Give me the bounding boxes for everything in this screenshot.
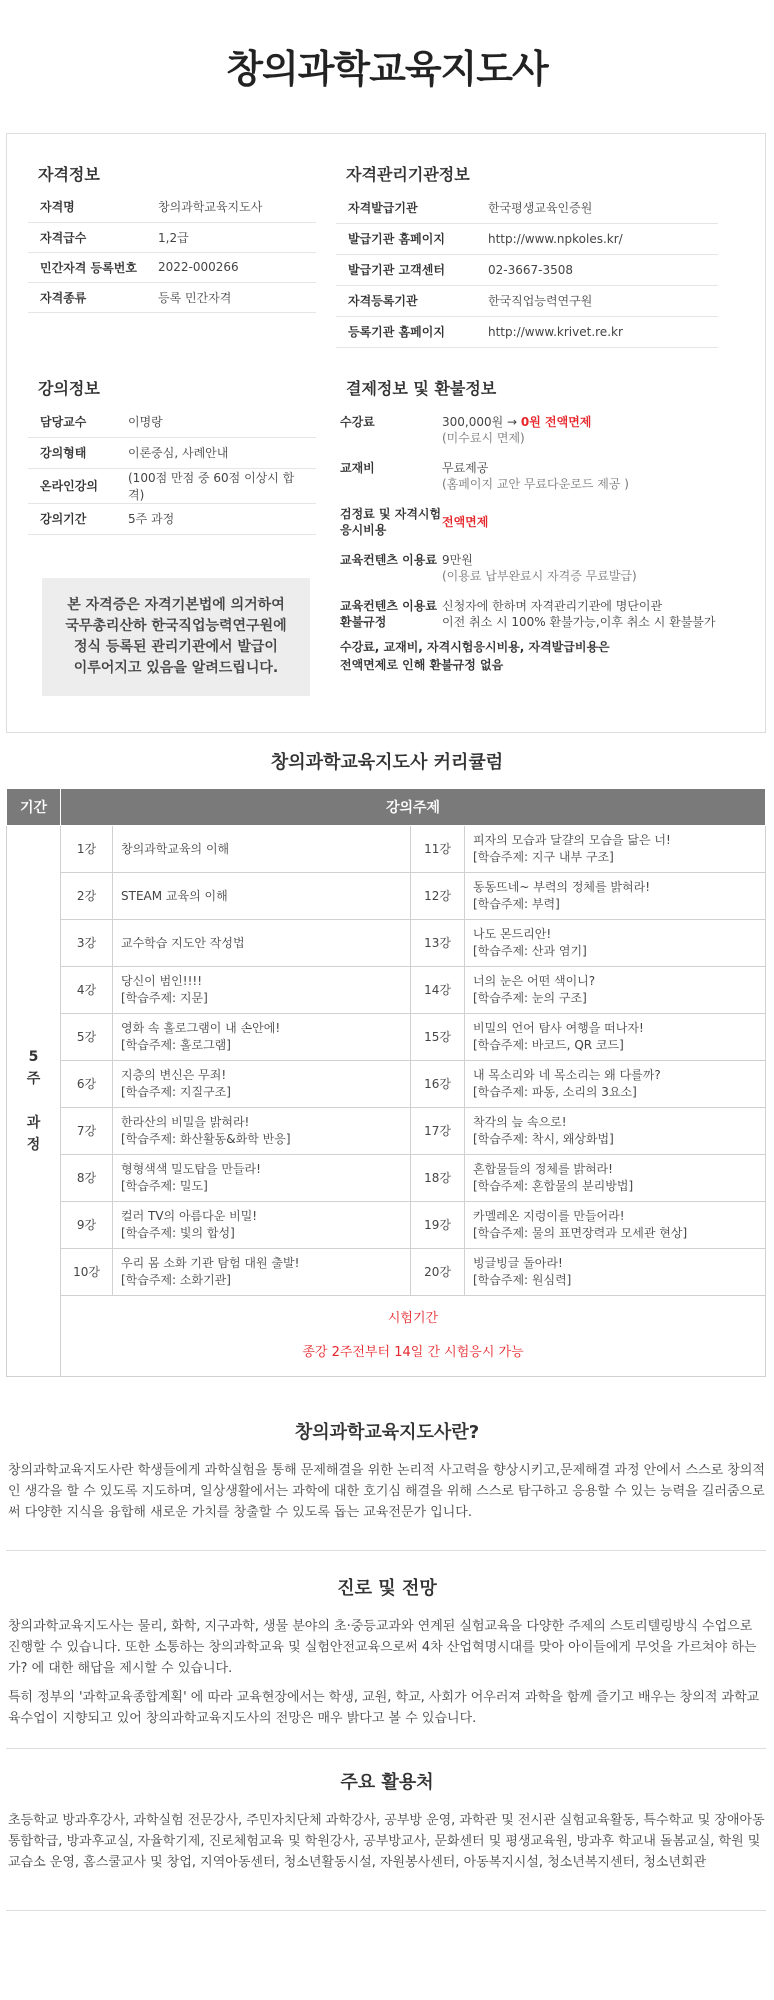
lecture-topic: 내 목소리와 네 목소리는 왜 다를까? [학습주제: 파동, 소리의 3요소]	[465, 1061, 766, 1108]
qual-value: 등록 민간자격	[158, 290, 232, 305]
table-row	[7, 873, 766, 920]
period-header: 기간	[7, 789, 61, 826]
table-row	[336, 316, 718, 347]
qual-value: 1,2급	[158, 230, 189, 245]
usage-text: 초등학교 방과후강사, 과학실험 전문강사, 주민자치단체 과학강사, 공부방 운영, 과학관 및 전시관 실험교육활동, 특수학교 및 장애아동통합학급, 방과후교실, 자율학기제, 진로체험교육 및 학원강사, 공부방교사, 문화센터 및 평생교육원, 방과후 학교내 돌봄교실, 학원 및 교습소 운영, 홈스쿨교사 및 창업, 지역아동센터, 청소년활동시설, 자원봉사센터, 아동복지시설, 청소년복지센터, 청소년회관	[8, 1813, 765, 1870]
lecture-topic: 비밀의 언어 탐사 여행을 떠나자! [학습주제: 바코드, QR 코드]	[465, 1014, 766, 1061]
topic-header: 강의주제	[61, 789, 766, 826]
homepage-link[interactable]: http://www.npkoles.kr/	[488, 231, 623, 246]
career-text: 특히 정부의 '과학교육종합계획' 에 따라 교육현장에서는 학생, 교원, 학교, 사회가 어우러져 과학을 함께 즐기고 배우는 창의적 과학교육수업이 지향되고 있어 창의과학교육지도사의 전망은 매우 밝다고 볼 수 있습니다.	[8, 1690, 760, 1726]
org-key: 자격등록기관	[348, 294, 418, 308]
lecture-topic: 지층의 변신은 무죄! [학습주제: 지질구조]	[113, 1061, 411, 1108]
table-row	[28, 406, 316, 437]
qual-heading: 자격정보	[38, 165, 100, 184]
payment-key: 교육컨텐츠 이용료 환불규정	[340, 599, 437, 629]
lecture-topic: 컬러 TV의 아름다운 비밀! [학습주제: 빛의 합성]	[113, 1202, 411, 1249]
lecture-value: 5주 과정	[128, 512, 175, 526]
lecture-topic: 교수학습 지도안 작성법	[113, 920, 411, 967]
exam-title: 시험기간	[387, 1311, 439, 1326]
lecture-number: 4강	[61, 967, 113, 1014]
lecture-number: 12강	[411, 873, 465, 920]
qual-key: 자격급수	[40, 230, 87, 245]
lecture-key: 강의형태	[40, 446, 87, 460]
lecture-number: 19강	[411, 1202, 465, 1249]
exam-free-label: 전액면제	[442, 515, 489, 529]
lecture-topic: STEAM 교육의 이해	[113, 873, 411, 920]
org-key: 자격발급기관	[348, 200, 418, 215]
lecture-value: 이명랑	[128, 414, 163, 429]
payment-sub: (홈페이지 교안 무료다운로드 제공 )	[442, 477, 629, 491]
lecture-heading: 강의정보	[38, 379, 100, 398]
lecture-topic: 한라산의 비밀을 밝혀라! [학습주제: 화산활동&화학 반응]	[113, 1108, 411, 1155]
lecture-number: 3강	[61, 920, 113, 967]
table-row	[7, 1061, 766, 1108]
payment-sub: (미수료시 면제)	[442, 431, 525, 445]
qual-key: 자격종류	[40, 290, 87, 305]
org-value: 한국평생교육인증원	[488, 200, 593, 215]
notice-line: 이루어지고 있음을 알려드립니다.	[73, 660, 279, 676]
list-item	[332, 546, 732, 592]
career-section	[0, 1574, 774, 1737]
qual-key: 민간자격 등록번호	[40, 260, 137, 275]
about-section	[0, 1418, 774, 1531]
lecture-topic: 빙글빙글 돌아라! [학습주제: 원심력]	[465, 1249, 766, 1296]
table-row	[28, 503, 316, 534]
payment-key: 검정료 및 자격시험 응시비용	[340, 507, 442, 537]
lecture-number: 7강	[61, 1108, 113, 1155]
lecture-number: 1강	[61, 826, 113, 873]
career-title: 진로 및 전망	[337, 1578, 437, 1599]
table-row	[7, 1155, 766, 1202]
list-item	[332, 454, 732, 500]
qual-value: 창의과학교육지도사	[158, 200, 263, 215]
usage-section	[0, 1768, 774, 1881]
table-row	[336, 192, 718, 223]
lecture-number: 20강	[411, 1249, 465, 1296]
payment-list	[332, 408, 732, 674]
org-heading: 자격관리기관정보	[346, 165, 470, 184]
lecture-value: 이론중심, 사례안내	[128, 446, 229, 460]
exam-row	[7, 1296, 766, 1377]
table-row	[336, 223, 718, 254]
table-row	[7, 1202, 766, 1249]
table-row	[28, 252, 316, 282]
lecture-number: 8강	[61, 1155, 113, 1202]
lecture-key: 담당교수	[40, 414, 87, 429]
lecture-topic: 나도 몬드리안! [학습주제: 산과 염기]	[465, 920, 766, 967]
qual-value: 2022-000266	[158, 260, 239, 274]
list-item	[332, 592, 732, 638]
payment-value: 9만원	[442, 553, 473, 567]
lecture-number: 11강	[411, 826, 465, 873]
lecture-number: 14강	[411, 967, 465, 1014]
lecture-number: 9강	[61, 1202, 113, 1249]
lecture-topic: 동동뜨네~ 부력의 정체를 밝혀라! [학습주제: 부력]	[465, 873, 766, 920]
payment-key: 교재비	[340, 461, 375, 475]
org-value: 한국직업능력연구원	[488, 294, 593, 308]
lecture-table	[28, 406, 316, 535]
lecture-number: 18강	[411, 1155, 465, 1202]
lecture-number: 16강	[411, 1061, 465, 1108]
qual-key: 자격명	[40, 200, 75, 215]
lecture-number: 17강	[411, 1108, 465, 1155]
org-value: 02-3667-3508	[488, 262, 574, 277]
lecture-number: 6강	[61, 1061, 113, 1108]
lecture-topic: 착각의 늪 속으로! [학습주제: 착시, 왜상화법]	[465, 1108, 766, 1155]
divider	[6, 1550, 766, 1551]
payment-heading: 결제정보 및 환불정보	[346, 379, 497, 398]
lecture-value: (100점 만점 중 60점 이상시 합격)	[128, 470, 295, 502]
lecture-topic: 우리 몸 소화 기관 탐험 대원 출발! [학습주제: 소화기관]	[113, 1249, 411, 1296]
table-row	[7, 1108, 766, 1155]
lecture-key: 강의기간	[40, 512, 87, 526]
notice-line: 정식 등록된 관리기관에서 발급이	[74, 639, 278, 655]
payment-value: 300,000원 →	[442, 415, 521, 429]
lecture-topic: 창의과학교육의 이해	[113, 826, 411, 873]
homepage-link[interactable]: http://www.krivet.re.kr	[488, 324, 623, 339]
exam-period-cell	[61, 1296, 766, 1377]
table-row	[7, 1014, 766, 1061]
table-row	[28, 192, 316, 222]
table-row	[28, 282, 316, 312]
lecture-number: 2강	[61, 873, 113, 920]
lecture-topic: 피자의 모습과 달걀의 모습을 닮은 너! [학습주제: 지구 내부 구조]	[465, 826, 766, 873]
lecture-topic: 영화 속 홀로그램이 내 손안에! [학습주제: 홀로그램]	[113, 1014, 411, 1061]
lecture-topic: 형형색색 밀도탑을 만들라! [학습주제: 밀도]	[113, 1155, 411, 1202]
page-title: 창의과학교육지도사	[226, 47, 548, 91]
about-title: 창의과학교육지도사란?	[294, 1422, 480, 1443]
lecture-key: 온라인강의	[40, 479, 98, 493]
table-row	[7, 967, 766, 1014]
curriculum-table	[6, 788, 766, 1377]
payment-key: 교육컨텐츠 이용료	[340, 553, 437, 567]
tuition-free-label: 0원 전액면제	[520, 415, 592, 429]
career-text: 창의과학교육지도사는 물리, 화학, 지구과학, 생물 분야의 초·중등교과와 연계된 실험교육을 다양한 주제의 스토리텔링방식 수업으로 진행할 수 있습니다. 또한 소통하는 창의과학교육 및 실험안전교육으로써 4차 산업혁명시대를 맞아 아이들에게 무엇을 가르쳐야 하는가? 에 대한 해답을 제시할 수 있습니다.	[8, 1619, 757, 1676]
payment-sub: (이용료 납부완료시 자격증 무료발급)	[442, 569, 637, 583]
exam-desc: 종강 2주전부터 14일 간 시험응시 가능	[302, 1345, 524, 1360]
table-row	[28, 222, 316, 252]
usage-title: 주요 활용처	[340, 1772, 434, 1793]
org-key: 발급기관 홈페이지	[348, 232, 445, 246]
lecture-number: 13강	[411, 920, 465, 967]
table-row	[7, 1249, 766, 1296]
period-cell: 5 주 과 정	[7, 826, 61, 1377]
notice-line: 본 자격증은 자격기본법에 의거하여	[67, 597, 285, 613]
lecture-topic: 카멜레온 지렁이를 만들어라! [학습주제: 물의 표면장력과 모세관 현상]	[465, 1202, 766, 1249]
divider	[6, 1748, 766, 1749]
table-row	[28, 437, 316, 468]
table-row	[7, 826, 766, 873]
list-item	[332, 500, 732, 546]
table-row	[7, 920, 766, 967]
payment-value: 이전 취소 시 100% 환불가능,이후 취소 시 환불불가	[442, 615, 716, 629]
lecture-number: 5강	[61, 1014, 113, 1061]
table-row	[336, 285, 718, 316]
lecture-number: 15강	[411, 1014, 465, 1061]
org-table	[336, 192, 718, 348]
org-key: 발급기관 고객센터	[348, 263, 445, 277]
lecture-topic: 당신이 범인!!!! [학습주제: 지문]	[113, 967, 411, 1014]
divider	[6, 1910, 766, 1911]
refund-note: 수강료, 교재비, 자격시험응시비용, 자격발급비용은 전액면제로 인해 환불규정 없음	[340, 640, 610, 672]
table-row	[28, 468, 316, 503]
payment-key: 수강료	[340, 415, 375, 429]
org-key: 등록기관 홈페이지	[348, 325, 445, 339]
lecture-topic: 혼합물들의 정체를 밝혀라! [학습주제: 혼합물의 분리방법]	[465, 1155, 766, 1202]
lecture-number: 10강	[61, 1249, 113, 1296]
list-item	[332, 408, 732, 454]
payment-value: 무료제공	[442, 461, 489, 475]
notice-box	[42, 578, 310, 696]
table-row	[336, 254, 718, 285]
qual-table	[28, 192, 316, 313]
about-text: 창의과학교육지도사란 학생들에게 과학실험을 통해 문제해결을 위한 논리적 사고력을 향상시키고,문제해결 과정 안에서 스스로 창의적인 생각을 할 수 있도록 지도하며, 일상생활에서는 과학에 대한 호기심 해결을 위해 스스로 탐구하고 응용할 수 있는 능력을 길러줌으로써 다양한 지식을 융합해 새로운 가치를 창출할 수 있도록 돕는 교육전문가 입니다.	[8, 1463, 765, 1520]
lecture-topic: 너의 눈은 어떤 색이니? [학습주제: 눈의 구조]	[465, 967, 766, 1014]
payment-value: 신청자에 한하며 자격관리기관에 명단이관	[442, 599, 663, 613]
curriculum-title: 창의과학교육지도사 커리큘럼	[270, 752, 504, 773]
table-header-row	[7, 789, 766, 826]
notice-line: 국무총리산하 한국직업능력연구원에	[65, 618, 287, 634]
